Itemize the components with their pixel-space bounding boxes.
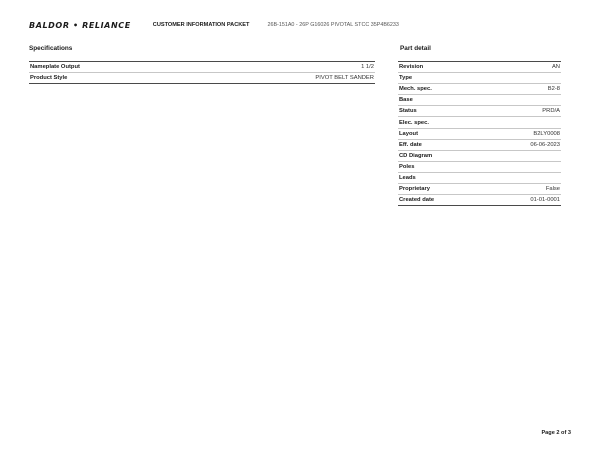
part-label: Type	[399, 75, 413, 82]
part-label: Mech. spec.	[399, 86, 432, 93]
part-label: Proprietary	[399, 186, 430, 193]
part-label: Status	[399, 108, 417, 115]
table-row	[398, 151, 561, 162]
table-row	[398, 61, 561, 73]
table-row	[398, 140, 561, 151]
packet-subtitle: 26B-151A0 - 26P G16026 PIVOTAL STCC 35P4B6233	[267, 22, 399, 28]
packet-title: CUSTOMER INFORMATION PACKET	[152, 22, 250, 28]
part-detail-table	[398, 61, 561, 206]
spec-label: Nameplate Output	[30, 64, 80, 71]
page-header	[29, 18, 580, 32]
table-row	[398, 106, 561, 117]
page-number: Page 2 of 3	[541, 430, 571, 436]
part-value: False	[545, 186, 560, 193]
table-row	[398, 195, 561, 206]
part-label: Leads	[399, 174, 416, 181]
spec-value: PIVOT BELT SANDER	[315, 75, 374, 82]
table-row	[398, 129, 561, 140]
table-row	[398, 117, 561, 128]
part-value: B2LY0008	[533, 130, 560, 137]
part-label: Revision	[399, 64, 424, 71]
part-label: CD Diagram	[399, 152, 433, 159]
table-row	[398, 84, 561, 95]
table-row	[29, 73, 375, 84]
table-row	[398, 184, 561, 195]
part-value: AN	[551, 64, 560, 71]
part-value: 01-01-0001	[530, 197, 560, 204]
table-row	[29, 61, 375, 73]
table-row	[398, 73, 561, 84]
part-label: Base	[399, 97, 413, 104]
table-row	[398, 173, 561, 184]
part-label: Created date	[399, 197, 435, 204]
part-value: PRD/A	[542, 108, 560, 115]
spec-label: Product Style	[30, 75, 68, 82]
table-row	[398, 95, 561, 106]
part-value: 06-06-2023	[530, 141, 560, 148]
part-label: Layout	[399, 130, 419, 137]
specifications-title: Specifications	[29, 45, 73, 52]
part-label: Eff. date	[399, 141, 422, 148]
part-label: Poles	[399, 163, 415, 170]
part-detail-title: Part detail	[400, 45, 431, 52]
table-row	[398, 162, 561, 173]
spec-value: 1 1/2	[361, 64, 374, 71]
brand-logo: BALDOR • RELIANCE	[29, 20, 131, 30]
specifications-table	[29, 61, 375, 84]
part-value: B2-8	[547, 86, 560, 93]
part-label: Elec. spec.	[399, 119, 429, 126]
